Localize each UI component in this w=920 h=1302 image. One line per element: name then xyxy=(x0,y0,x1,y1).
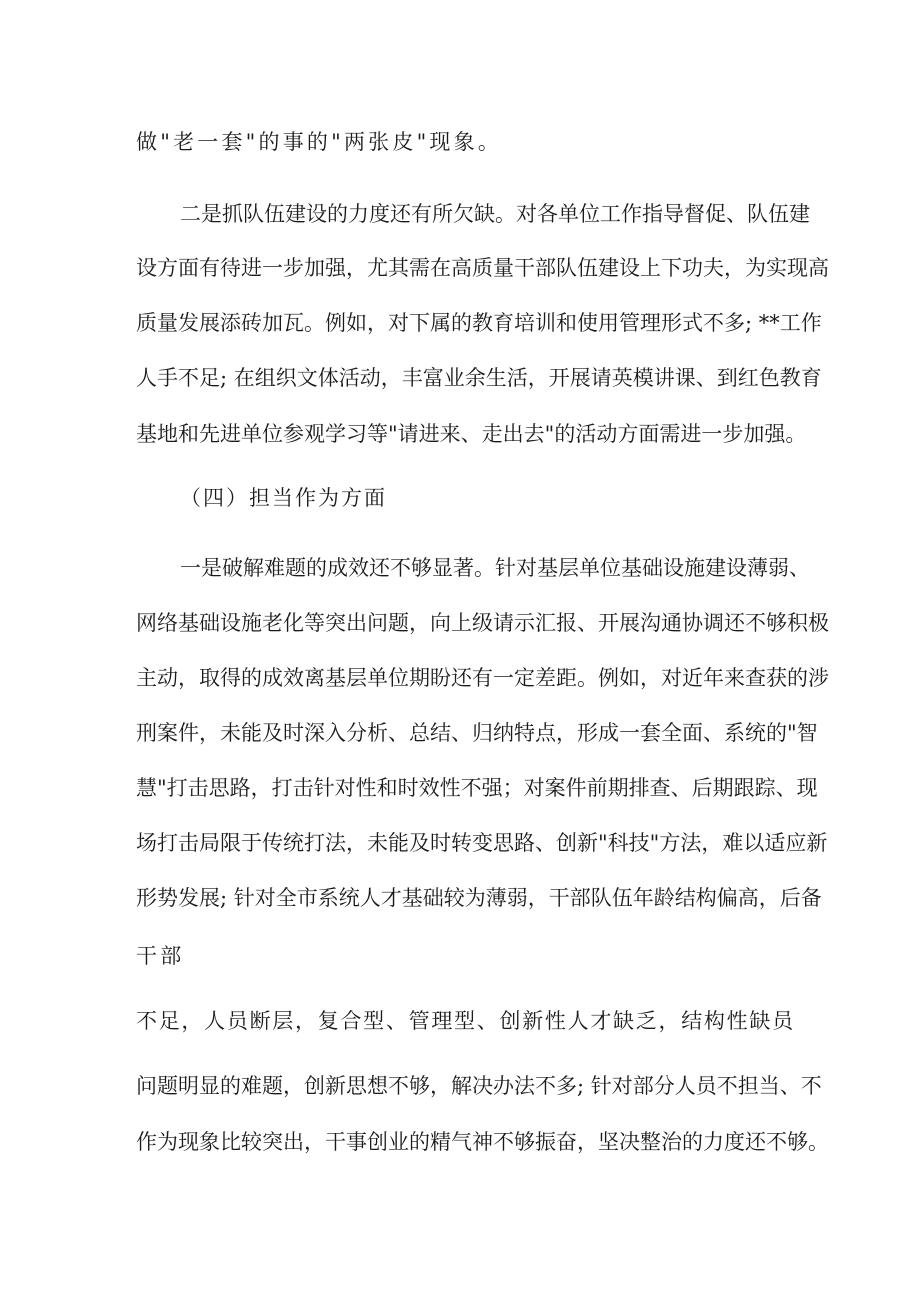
paragraph-line: 不足，人员断层，复合型、管理型、创新性人才缺乏，结构性缺员 xyxy=(136,1009,795,1033)
paragraph-line: 慧"打击思路，打击针对性和时效性不强；对案件前期排查、后期跟踪、现 xyxy=(136,776,818,800)
paragraph-line: 人手不足; 在组织文体活动，丰富业余生活，开展请英模讲课、到红色教育 xyxy=(136,366,822,390)
paragraph-line: 一是破解难题的成效还不够显著。针对基层单位基础设施建设薄弱、 xyxy=(180,556,810,580)
paragraph-line: 设方面有待进一步加强，尤其需在高质量干部队伍建设上下功夫，为实现高 xyxy=(136,256,829,280)
paragraph-line: 基地和先进单位参观学习等"请进来、走出去"的活动方面需进一步加强。 xyxy=(136,422,807,446)
paragraph-line: 问题明显的难题，创新思想不够，解决办法不多; 针对部分人员不担当、不 xyxy=(136,1074,822,1098)
paragraph-line: 形势发展; 针对全市系统人才基础较为薄弱，干部队伍年龄结构偏高，后备 xyxy=(136,886,822,910)
paragraph-line: 作为现象比较突出，干事创业的精气神不够振奋，坚决整治的力度还不够。 xyxy=(136,1130,829,1154)
section-heading: （四）担当作为方面 xyxy=(180,486,387,510)
paragraph-line: 干部 xyxy=(136,944,185,968)
paragraph-line: 主动，取得的成效离基层单位期盼还有一定差距。例如，对近年来查获的涉 xyxy=(136,666,829,690)
paragraph-line: 网络基础设施老化等突出问题，向上级请示汇报、开展沟通协调还不够积极 xyxy=(136,611,829,635)
paragraph-line: 二是抓队伍建设的力度还有所欠缺。对各单位工作指导督促、队伍建 xyxy=(180,202,810,226)
paragraph-line: 场打击局限于传统打法，未能及时转变思路、创新"科技"方法，难以适应新 xyxy=(136,831,828,855)
paragraph-line: 做"老一套"的事的"两张皮"现象。 xyxy=(136,130,503,154)
paragraph-line: 质量发展添砖加瓦。例如，对下属的教育培训和使用管理形式不多; **工作 xyxy=(136,311,822,335)
paragraph-line: 刑案件，未能及时深入分析、总结、归纳特点，形成一套全面、系统的"智 xyxy=(136,721,818,745)
